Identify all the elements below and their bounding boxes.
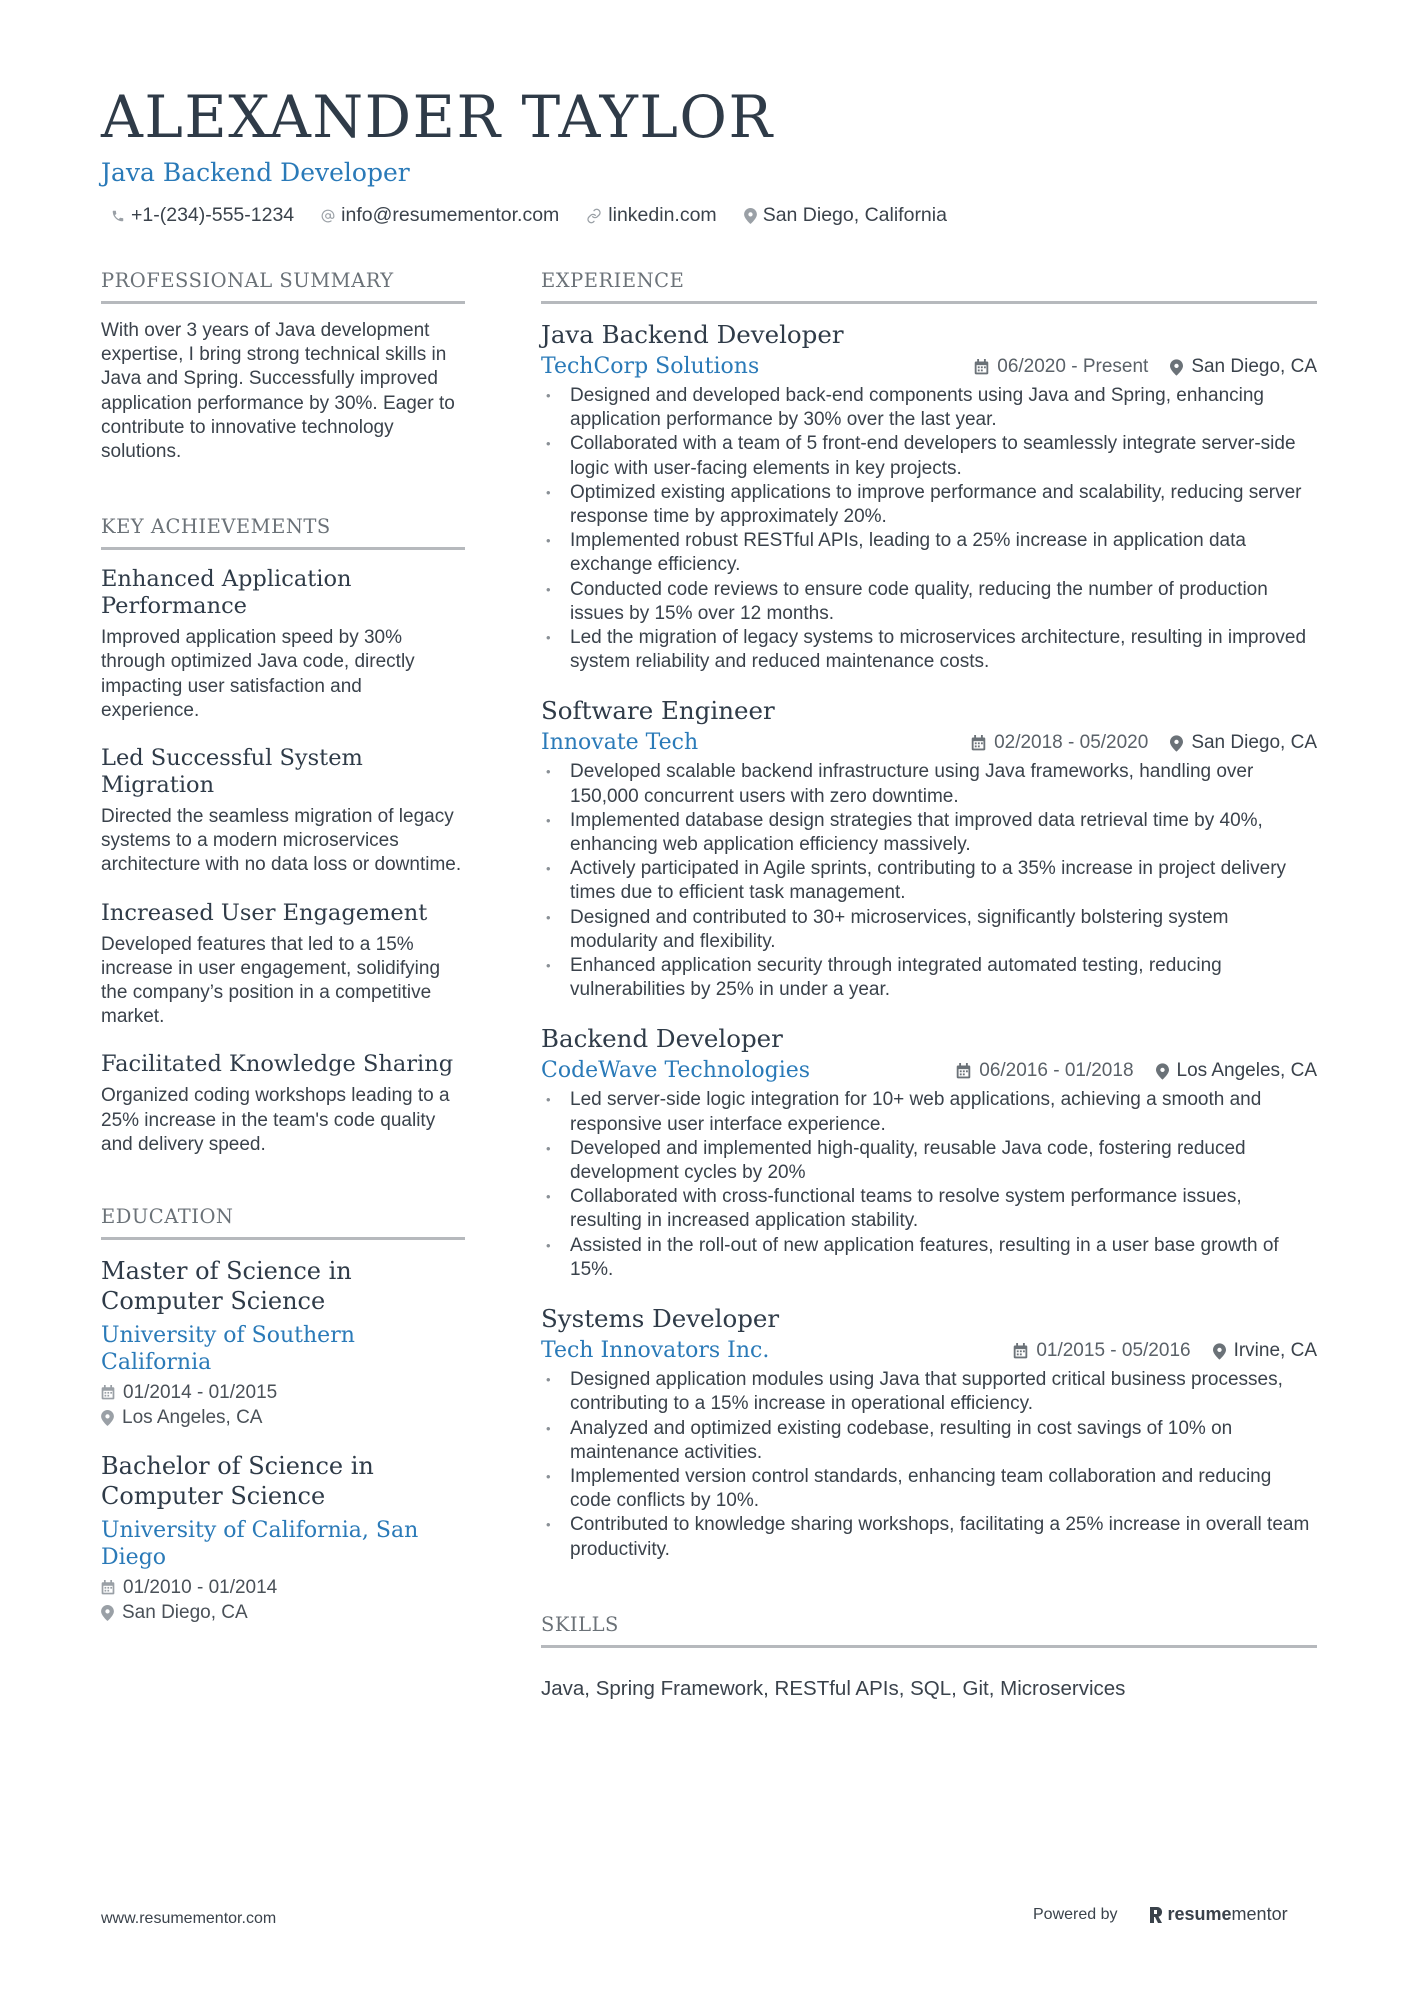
job-bullet: • Analyzed and optimized existing codebase, resulting in cost savings of 10% on maintenance activities. xyxy=(541,1417,1317,1465)
job-dates xyxy=(1013,1340,1190,1362)
job-bullet: • Implemented robust RESTful APIs, leading to a 25% increase in application data exchange efficiency. xyxy=(541,529,1317,577)
job-bullet: • Designed and contributed to 30+ microservices, significantly bolstering system modularity and flexibility. xyxy=(541,906,1317,954)
contact-email[interactable] xyxy=(321,204,559,227)
summary-heading: PROFESSIONAL SUMMARY xyxy=(101,268,465,304)
achievement-title: Enhanced Application Performance xyxy=(101,566,352,620)
job-dates xyxy=(956,1060,1133,1082)
job-location xyxy=(1213,1340,1317,1362)
job-location-text: San Diego, CA xyxy=(1191,356,1317,377)
education-location xyxy=(101,1600,465,1625)
job-location xyxy=(1170,356,1317,378)
candidate-title: Java Backend Developer xyxy=(101,158,410,187)
achievement-text: Organized coding workshops leading to a 25% increase in the team's code quality and delivery speed. xyxy=(101,1085,450,1155)
calendar-icon xyxy=(971,735,986,751)
education-item xyxy=(101,1451,465,1625)
job-meta xyxy=(934,1060,1317,1082)
calendar-icon xyxy=(101,1385,115,1400)
job-dates xyxy=(971,732,1148,754)
job-entry xyxy=(541,1022,1317,1282)
job-info-row xyxy=(541,728,1317,758)
achievement-title: Increased User Engagement xyxy=(101,899,428,926)
job-location-text: Irvine, CA xyxy=(1233,1340,1317,1362)
job-dates-text: 01/2015 - 05/2016 xyxy=(1036,1340,1191,1362)
job-bullets xyxy=(541,1368,1317,1562)
map-pin-icon xyxy=(1170,359,1183,376)
education-section xyxy=(101,1204,465,1625)
job-bullet: • Enhanced application security through integrated automated testing, reducing vulnerabilities by 25% in under a year. xyxy=(541,954,1317,1002)
job-info-row xyxy=(541,1336,1317,1366)
map-pin-icon xyxy=(744,208,757,224)
job-bullet: • Assisted in the roll-out of new application features, resulting in a user base growth of 15%. xyxy=(541,1234,1317,1282)
achievement-text: Developed features that led to a 15% increase in user engagement, solidifying the company’s position in a competitive market. xyxy=(101,933,441,1028)
map-pin-icon xyxy=(101,1410,114,1426)
skills-text: Java, Spring Framework, RESTful APIs, SQL, Git, Microservices xyxy=(541,1676,1126,1700)
job-bullet: • Collaborated with cross-functional teams to resolve system performance issues, resulting in increased application stability. xyxy=(541,1185,1317,1233)
achievement-item xyxy=(101,1051,465,1157)
map-pin-icon xyxy=(1213,1343,1226,1360)
resumementor-logo[interactable] xyxy=(1148,1904,1288,1925)
education-heading: EDUCATION xyxy=(101,1204,465,1240)
summary-text: With over 3 years of Java development expertise, I bring strong technical skills in Java and Spring. Successfully improved application performance by 30%. Eager to contribute to innovative technology solutions. xyxy=(101,320,455,463)
experience-heading: EXPERIENCE xyxy=(541,268,1317,304)
achievement-title: Led Successful System Migration xyxy=(101,745,363,799)
job-bullet: • Led server-side logic integration for 10+ web applications, achieving a smooth and responsive user interface experience. xyxy=(541,1088,1317,1136)
job-bullet: • Conducted code reviews to ensure code quality, reducing the number of production issues by 15% over 12 months. xyxy=(541,578,1317,626)
job-bullet: • Optimized existing applications to improve performance and scalability, reducing server response time by approximately 20%. xyxy=(541,481,1317,529)
job-bullets xyxy=(541,384,1317,674)
email-text: info@resumementor.com xyxy=(341,204,560,226)
job-company: Innovate Tech xyxy=(541,730,699,756)
job-entry xyxy=(541,694,1317,1002)
contact-location xyxy=(744,204,947,227)
contact-bar xyxy=(111,204,1321,227)
resumementor-logo-icon xyxy=(1148,1905,1164,1925)
job-bullet: • Implemented database design strategies that improved data retrieval time by 40%, enhancing web application efficiency massively. xyxy=(541,809,1317,857)
job-company: CodeWave Technologies xyxy=(541,1058,811,1084)
calendar-icon xyxy=(956,1063,971,1079)
job-title: Java Backend Developer xyxy=(541,320,844,349)
job-company: TechCorp Solutions xyxy=(541,354,760,379)
skills-section xyxy=(541,1612,1317,1701)
footer-branding xyxy=(1033,1904,1288,1925)
achievement-item xyxy=(101,566,465,723)
logo-text-bold: resume xyxy=(1167,1904,1232,1924)
job-bullet: • Contributed to knowledge sharing workshops, facilitating a 25% increase in overall team productivity. xyxy=(541,1513,1317,1561)
job-dates-text: 06/2020 - Present xyxy=(997,356,1149,377)
education-location-text: San Diego, CA xyxy=(122,1602,248,1624)
experience-section xyxy=(541,268,1317,1562)
calendar-icon xyxy=(101,1580,115,1595)
achievement-title: Facilitated Knowledge Sharing xyxy=(101,1051,454,1078)
education-dates xyxy=(101,1575,465,1600)
achievements-section xyxy=(101,514,465,1157)
education-dates xyxy=(101,1380,465,1405)
job-title: Systems Developer xyxy=(541,1304,780,1334)
job-dates-text: 02/2018 - 05/2020 xyxy=(994,732,1149,754)
education-degree: Master of Science in Computer Science xyxy=(101,1257,352,1316)
job-info-row xyxy=(541,1056,1317,1086)
job-entry xyxy=(541,1302,1317,1562)
job-bullet: • Collaborated with a team of 5 front-end developers to seamlessly integrate server-side logic with user-facing elements in key projects. xyxy=(541,432,1317,480)
candidate-name: ALEXANDER TAYLOR xyxy=(101,83,774,151)
education-degree: Bachelor of Science in Computer Science xyxy=(101,1452,374,1511)
job-title: Software Engineer xyxy=(541,696,775,726)
summary-section xyxy=(101,268,465,464)
job-meta xyxy=(949,732,1317,754)
education-dates-text: 01/2010 - 01/2014 xyxy=(123,1577,278,1599)
education-school: University of Southern California xyxy=(101,1323,355,1376)
contact-linkedin[interactable] xyxy=(586,204,716,227)
left-column xyxy=(101,268,465,1625)
achievement-item xyxy=(101,900,465,1030)
job-bullet: • Actively participated in Agile sprints, contributing to a 35% increase in project delivery times due to efficient task management. xyxy=(541,857,1317,905)
job-company: Tech Innovators Inc. xyxy=(541,1338,770,1364)
job-meta xyxy=(991,1340,1317,1362)
job-bullet: • Implemented version control standards, enhancing team collaboration and reducing code conflicts by 10%. xyxy=(541,1465,1317,1513)
linkedin-text: linkedin.com xyxy=(608,204,717,226)
job-location-text: Los Angeles, CA xyxy=(1176,1060,1317,1082)
job-info-row xyxy=(541,352,1317,382)
achievement-text: Improved application speed by 30% through optimized Java code, directly impacting user satisfaction and experience. xyxy=(101,627,415,721)
phone-icon xyxy=(111,209,125,223)
education-dates-text: 01/2014 - 01/2015 xyxy=(123,1382,278,1404)
job-bullet: • Designed application modules using Java that supported critical business processes, contributing to a 15% increase in operational efficiency. xyxy=(541,1368,1317,1416)
at-icon xyxy=(321,209,335,223)
education-item xyxy=(101,1256,465,1430)
map-pin-icon xyxy=(101,1605,114,1621)
education-location-text: Los Angeles, CA xyxy=(122,1407,263,1429)
footer-website[interactable]: www.resumementor.com xyxy=(101,1910,277,1927)
achievement-item xyxy=(101,745,465,878)
phone-text: +1-(234)-555-1234 xyxy=(131,204,295,226)
job-bullets xyxy=(541,1088,1317,1282)
achievement-text: Directed the seamless migration of legacy systems to a modern microservices architecture with no data loss or downtime. xyxy=(101,806,462,876)
powered-by-label: Powered by xyxy=(1033,1905,1118,1923)
skills-heading: SKILLS xyxy=(541,1612,1317,1648)
job-bullet: • Led the migration of legacy systems to microservices architecture, resulting in improved system reliability and reduced maintenance costs. xyxy=(541,626,1317,674)
contact-phone[interactable] xyxy=(111,204,294,227)
job-bullets xyxy=(541,760,1317,1002)
resume-header xyxy=(101,83,1321,227)
right-column xyxy=(541,268,1317,1701)
job-title: Backend Developer xyxy=(541,1024,783,1054)
calendar-icon xyxy=(974,359,989,375)
job-bullet: • Developed scalable backend infrastructure using Java frameworks, handling over 150,000 concurrent users with zero downtime. xyxy=(541,760,1317,808)
job-bullet: • Designed and developed back-end components using Java and Spring, enhancing application performance by 30% over the last year. xyxy=(541,384,1317,432)
job-location-text: San Diego, CA xyxy=(1191,732,1317,754)
job-dates-text: 06/2016 - 01/2018 xyxy=(979,1060,1134,1082)
job-bullet: • Developed and implemented high-quality, reusable Java code, fostering reduced development cycles by 20% xyxy=(541,1137,1317,1185)
map-pin-icon xyxy=(1156,1063,1169,1080)
job-entry xyxy=(541,318,1317,674)
link-icon xyxy=(586,208,602,224)
logo-text-light: mentor xyxy=(1231,1904,1288,1924)
calendar-icon xyxy=(1013,1343,1028,1359)
education-school: University of California, San Diego xyxy=(101,1518,419,1571)
job-meta xyxy=(952,356,1317,378)
education-location xyxy=(101,1405,465,1430)
job-location xyxy=(1170,732,1317,754)
job-location xyxy=(1156,1060,1317,1082)
location-text: San Diego, California xyxy=(762,204,947,226)
job-dates xyxy=(974,356,1148,378)
map-pin-icon xyxy=(1170,735,1183,752)
achievements-heading: KEY ACHIEVEMENTS xyxy=(101,514,465,550)
